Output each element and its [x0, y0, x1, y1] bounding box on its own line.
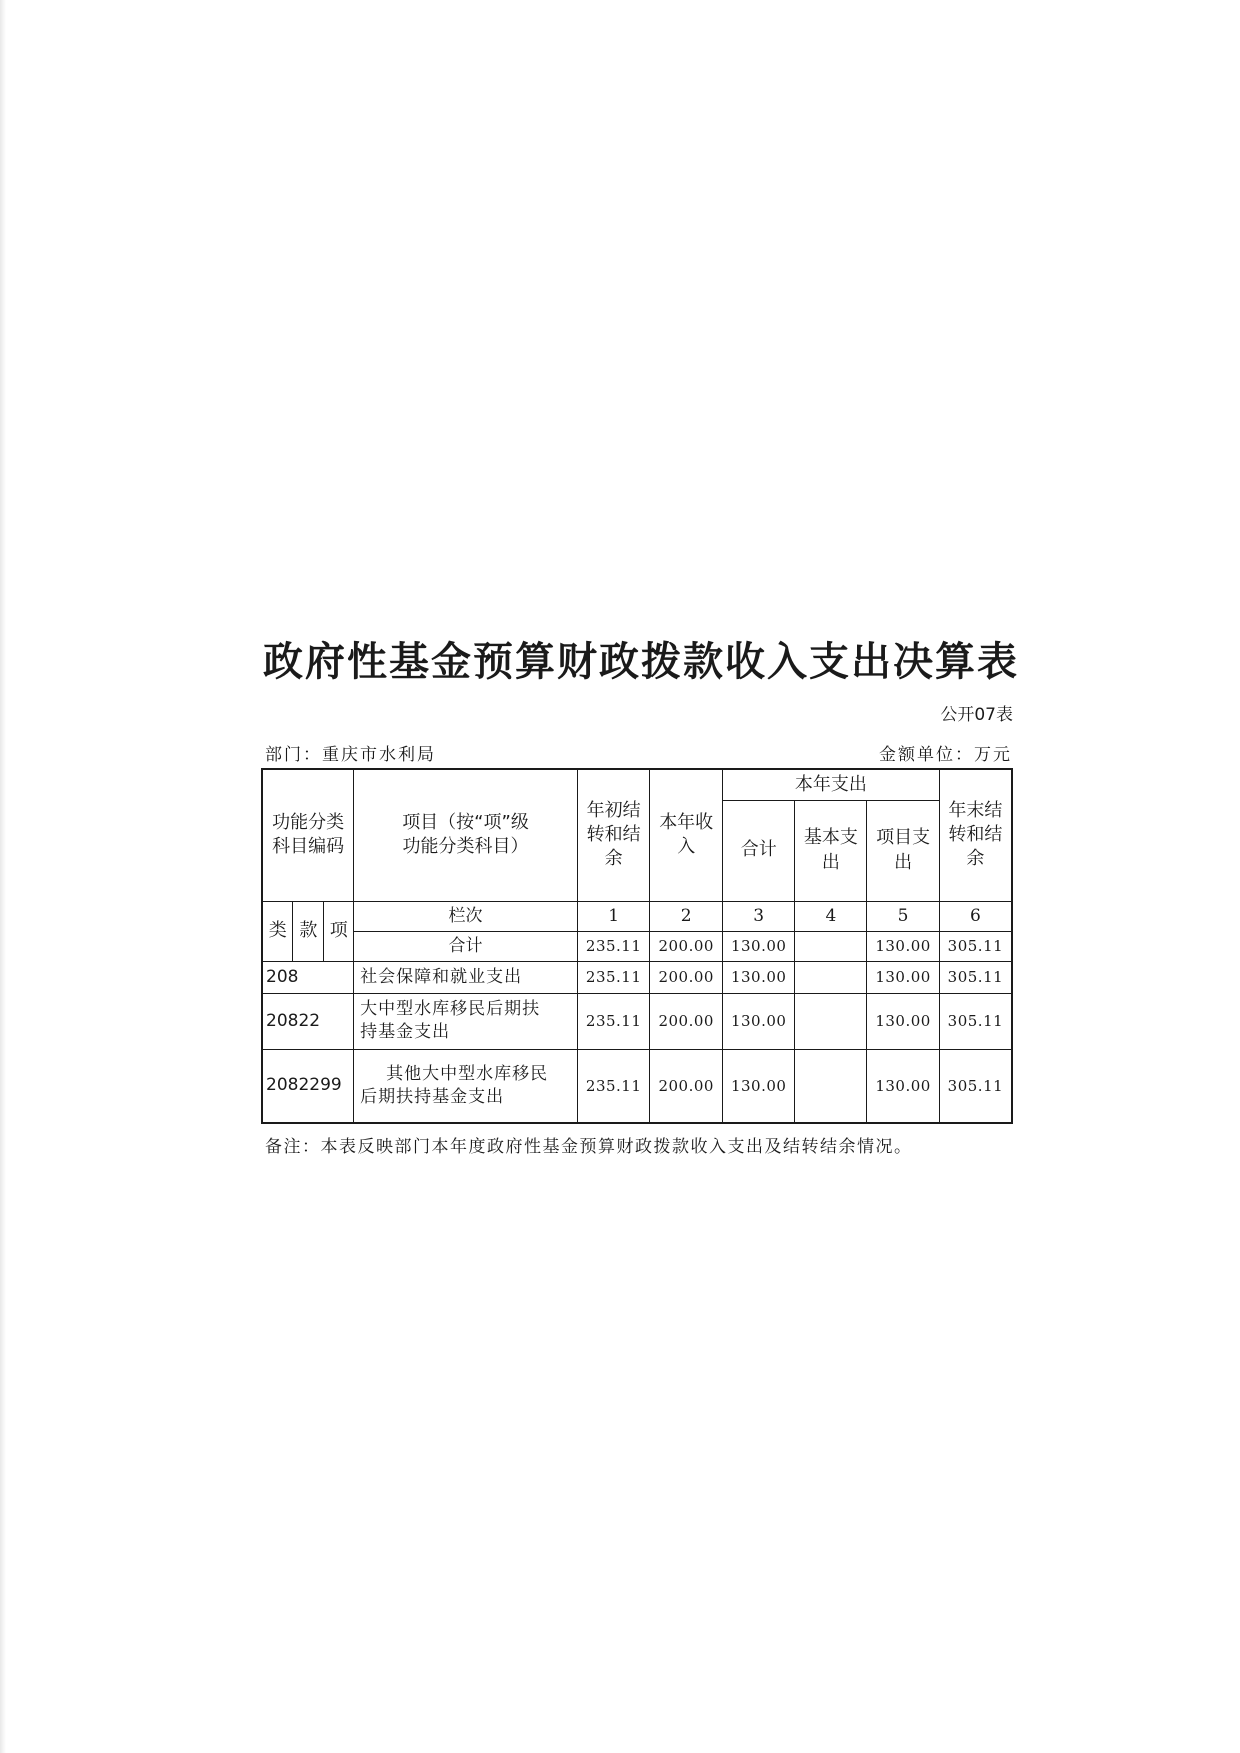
table-cell — [795, 931, 867, 961]
table-cell — [795, 1049, 867, 1123]
header-expenditure-group: 本年支出 — [722, 769, 939, 800]
row-item: 社会保障和就业支出 — [354, 961, 578, 993]
document-title: 政府性基金预算财政拨款收入支出决算表 — [263, 639, 1019, 685]
table-row — [262, 961, 1012, 993]
table-cell: 235.11 — [577, 1049, 650, 1123]
table-cell: 200.00 — [650, 931, 723, 961]
header-opening-balance: 年初结转和结余 — [577, 769, 650, 901]
row-item-line: 后期扶持基金支出 — [360, 1086, 505, 1107]
column-number-row — [262, 901, 1012, 931]
row-code: 20822 — [262, 993, 354, 1049]
table-cell: 305.11 — [939, 1049, 1012, 1123]
header-item: 项目（按“项”级功能分类科目） — [354, 769, 578, 901]
table-cell: 130.00 — [722, 1049, 795, 1123]
table-row — [262, 993, 1012, 1049]
row-item — [354, 993, 578, 1049]
header-closing-balance: 年末结转和结余 — [939, 769, 1012, 901]
header-lei: 类 — [262, 901, 293, 961]
column-number: 3 — [722, 901, 795, 931]
header-exp-total: 合计 — [722, 800, 795, 901]
header-income: 本年收入 — [650, 769, 723, 901]
column-number: 1 — [577, 901, 650, 931]
table-cell: 130.00 — [867, 931, 940, 961]
table-cell: 130.00 — [722, 993, 795, 1049]
header-code: 功能分类科目编码 — [262, 769, 354, 901]
table-cell: 235.11 — [577, 993, 650, 1049]
row-code: 2082299 — [262, 1049, 354, 1123]
column-number-label: 栏次 — [354, 901, 578, 931]
department-label: 部门：重庆市水利局 — [265, 745, 436, 765]
table-cell: 305.11 — [939, 961, 1012, 993]
budget-table — [261, 768, 1013, 1124]
table-cell: 130.00 — [722, 931, 795, 961]
table-cell: 130.00 — [867, 961, 940, 993]
column-number: 6 — [939, 901, 1012, 931]
table-cell: 305.11 — [939, 993, 1012, 1049]
table-cell: 130.00 — [722, 961, 795, 993]
row-item-line: 持基金支出 — [360, 1022, 451, 1042]
table-cell: 130.00 — [867, 993, 940, 1049]
form-code: 公开07表 — [940, 705, 1013, 725]
header-exp-basic: 基本支出 — [795, 800, 867, 901]
table-cell — [795, 993, 867, 1049]
page-edge-shadow — [0, 0, 6, 1753]
row-code: 208 — [262, 961, 354, 993]
table-row — [262, 1049, 1012, 1123]
row-item-line: 其他大中型水库移民 — [386, 1063, 549, 1084]
total-row — [262, 931, 1012, 961]
column-number: 5 — [867, 901, 940, 931]
amount-unit-label: 金额单位：万元 — [879, 745, 1012, 765]
header-row-1 — [262, 769, 1012, 800]
header-kuan: 款 — [293, 901, 324, 961]
row-item — [354, 1049, 578, 1123]
header-exp-project: 项目支出 — [867, 800, 940, 901]
table-cell: 130.00 — [867, 1049, 940, 1123]
table-cell: 200.00 — [650, 961, 723, 993]
table-note: 备注：本表反映部门本年度政府性基金预算财政拨款收入支出及结转结余情况。 — [265, 1137, 913, 1157]
table-cell: 200.00 — [650, 1049, 723, 1123]
column-number: 2 — [650, 901, 723, 931]
header-xiang: 项 — [324, 901, 354, 961]
table-cell: 305.11 — [939, 931, 1012, 961]
table-cell: 200.00 — [650, 993, 723, 1049]
column-number: 4 — [795, 901, 867, 931]
row-item-line: 大中型水库移民后期扶 — [360, 999, 541, 1020]
table-cell: 235.11 — [577, 961, 650, 993]
table-cell: 235.11 — [577, 931, 650, 961]
table-cell — [795, 961, 867, 993]
total-label: 合计 — [354, 931, 578, 961]
